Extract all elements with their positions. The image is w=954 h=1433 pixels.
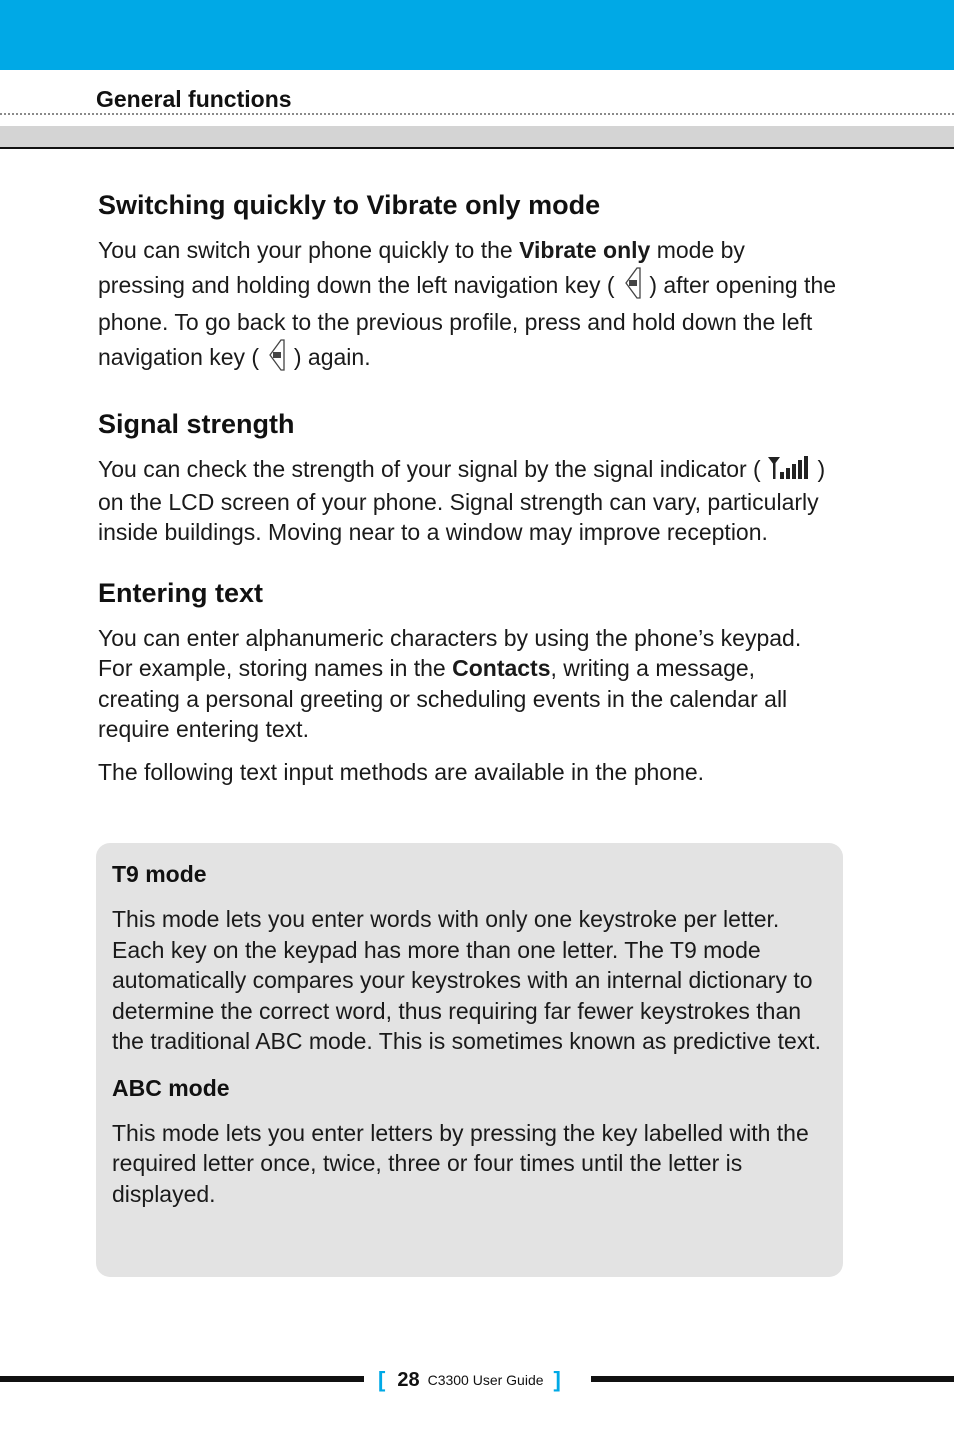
header-bar: [0, 0, 954, 70]
header-band: [0, 126, 954, 149]
heading-vibrate: Switching quickly to Vibrate only mode: [98, 190, 601, 220]
section-signal: [98, 409, 838, 548]
heading-signal: Signal strength: [98, 409, 295, 440]
heading-entering: Entering text: [98, 577, 264, 608]
footer-rule-left: [0, 1376, 364, 1382]
main-content: [98, 190, 838, 817]
paragraph-vibrate: You can switch your phone quickly to the Vibrate only mode by pressing and holding down the left navigation key ( ) after opening the phone. To go back to the previous profile, press and hold down the left navigation key ( ) again.: [98, 235, 838, 379]
page-footer: [378, 1366, 561, 1394]
footer-bracket-close: ]: [553, 1367, 561, 1392]
guide-title: C3300 User Guide: [427, 1372, 544, 1388]
dotted-divider: [0, 113, 954, 115]
footer-bracket-open: [: [378, 1367, 386, 1392]
signal-strength-icon: [767, 455, 811, 487]
heading-t9: T9 mode: [112, 861, 207, 887]
left-navigation-key-icon: [621, 266, 643, 308]
paragraph-signal: You can check the strength of your signal by the signal indicator ( ) on the LCD screen of your phone. Signal strength can vary, particularly inside buildings. Moving near to a window may improve reception.: [98, 456, 826, 546]
section-vibrate: [98, 190, 838, 379]
footer-rule-right: [591, 1376, 954, 1382]
page-number: 28: [397, 1368, 420, 1391]
paragraph-entering: You can enter alphanumeric characters by using the phone’s keypad. For example, storing names in the Contacts, writing a message, creating a personal greeting or scheduling events in the calendar all require entering text.: [98, 624, 802, 743]
section-label: General functions: [96, 86, 292, 112]
paragraph-abc: This mode lets you enter letters by pressing the key labelled with the required letter once, twice, three or four times until the letter is displayed.: [112, 1119, 809, 1207]
left-navigation-key-icon: [265, 338, 287, 380]
paragraph-methods: The following text input methods are available in the phone.: [98, 758, 705, 785]
paragraph-t9: This mode lets you enter words with only one keystroke per letter. Each key on the keypad has more than one letter. The T9 mode automatically compares your keystrokes with an internal dictionary to determine the correct word, thus requiring far fewer keystrokes than the traditional ABC mode. This is sometimes known as predictive text.: [112, 906, 822, 1054]
input-modes-box: [96, 843, 843, 1277]
heading-abc: ABC mode: [112, 1074, 230, 1101]
section-entering: [98, 578, 838, 788]
